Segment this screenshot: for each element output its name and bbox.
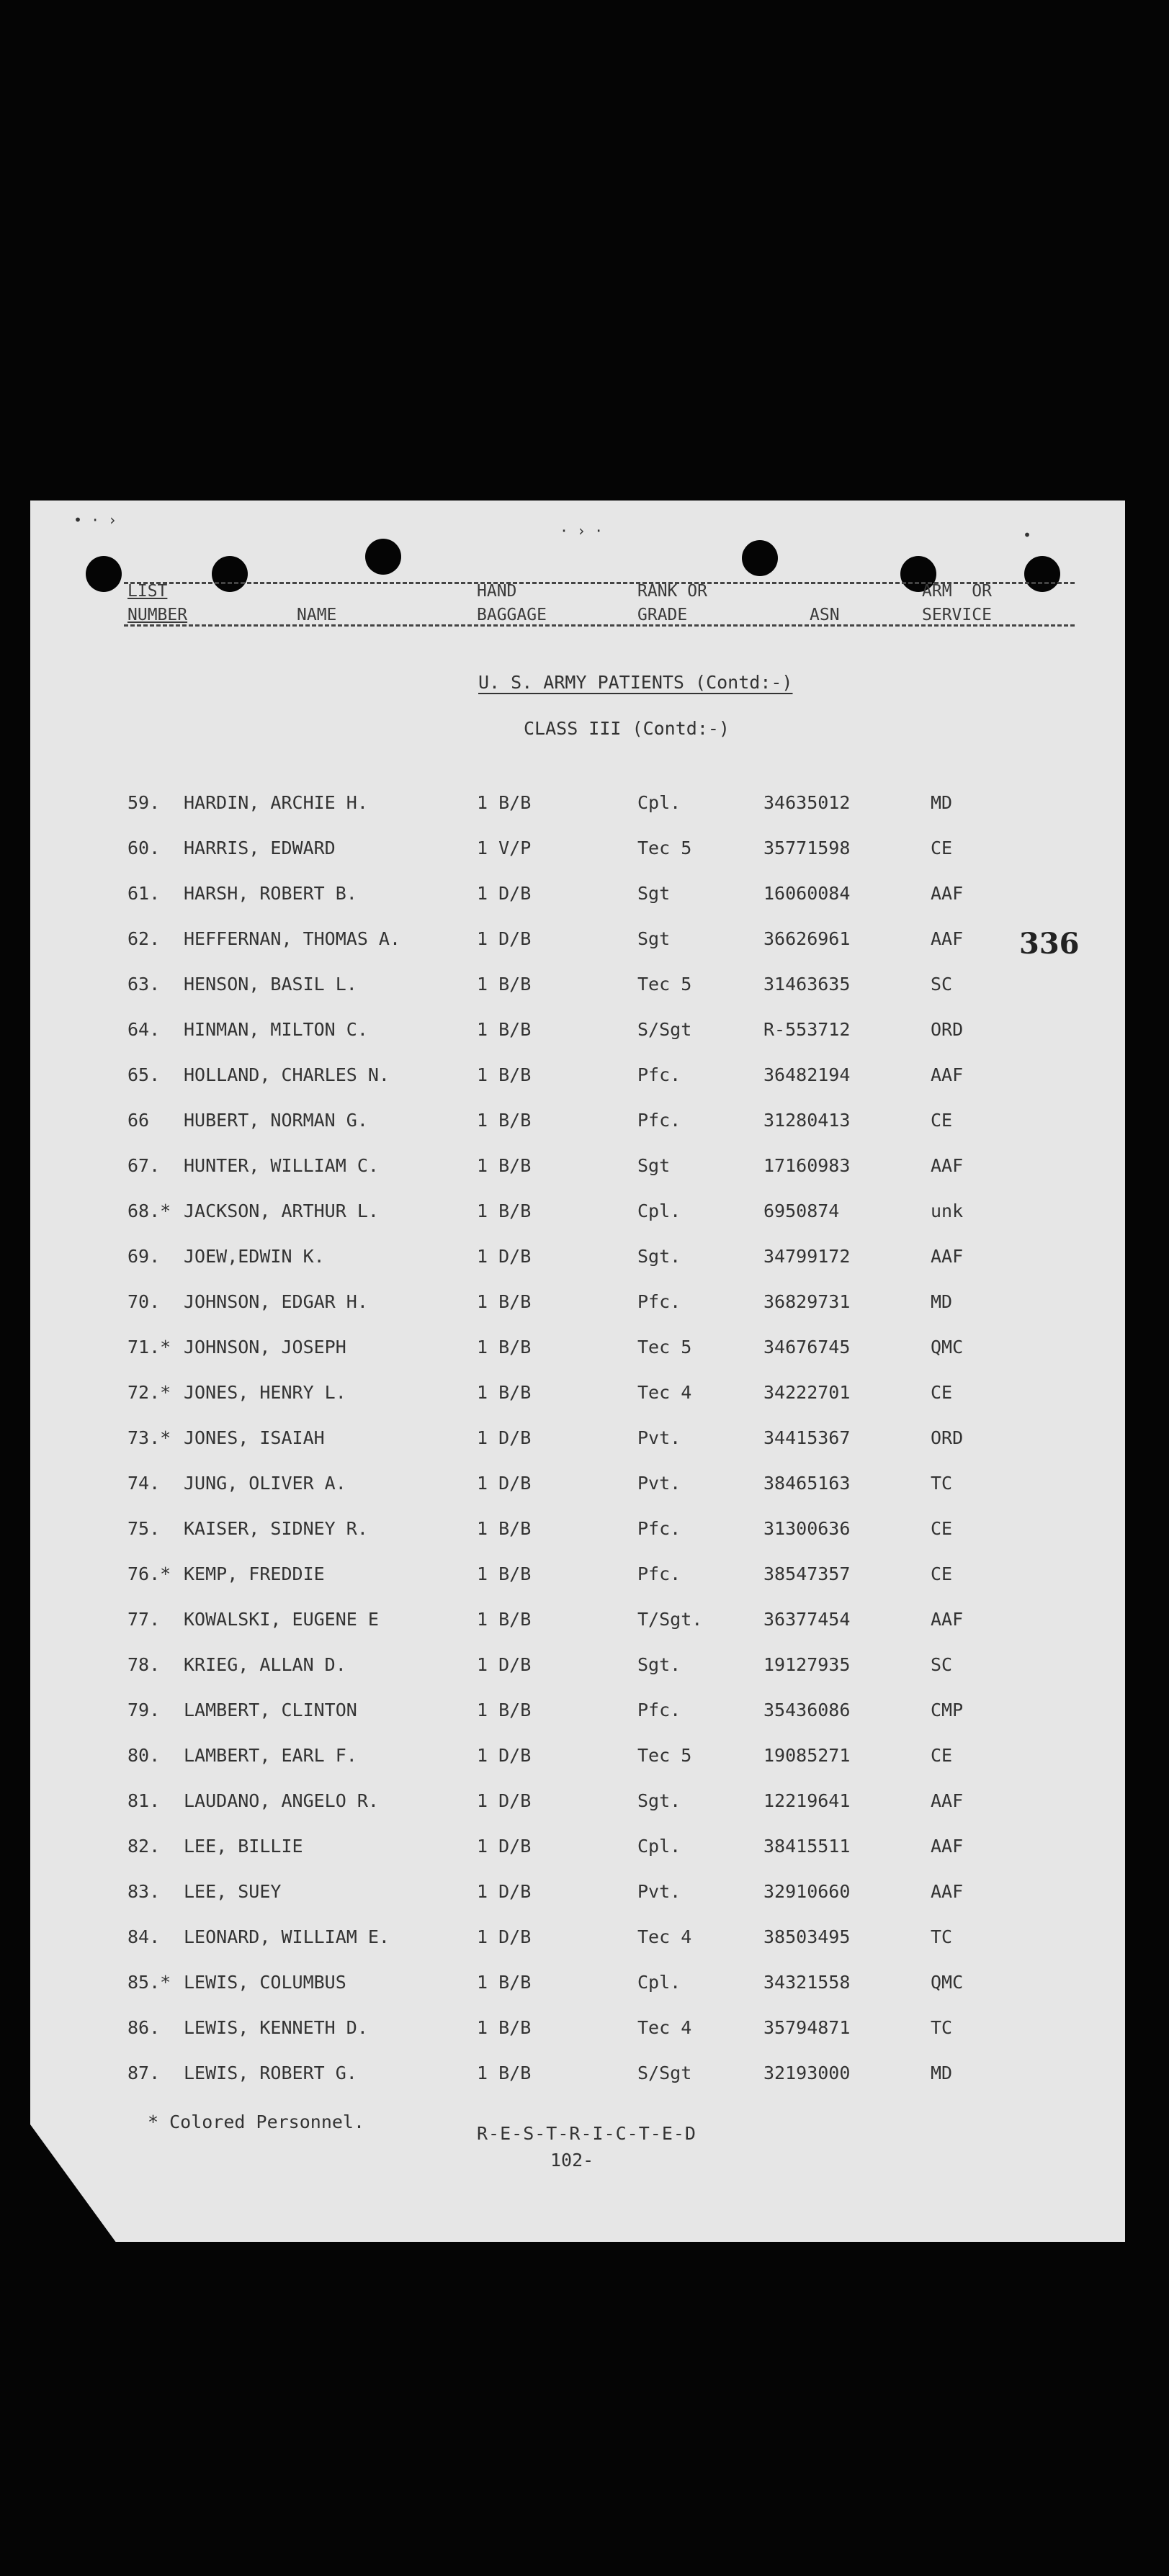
patient-name-cell: LEWIS, KENNETH D.	[184, 2017, 368, 2038]
rank-grade-cell: Sgt.	[637, 1246, 681, 1267]
rank-grade-cell: Sgt	[637, 1155, 671, 1176]
arm-service-cell: unk	[931, 1201, 964, 1221]
rank-grade-cell: Tec 5	[637, 838, 692, 858]
patient-name-cell: KAISER, SIDNEY R.	[184, 1518, 368, 1539]
table-row	[30, 1881, 1125, 1910]
rank-grade-cell: Pfc.	[637, 1110, 681, 1131]
arm-service-cell: ORD	[931, 1427, 964, 1448]
table-row	[30, 1155, 1125, 1184]
list-number-cell: 87.	[127, 2063, 161, 2083]
hand-baggage-cell: 1 B/B	[477, 1972, 532, 1993]
patient-name-cell: HEFFERNAN, THOMAS A.	[184, 928, 401, 949]
table-row	[30, 1972, 1125, 2001]
list-number-cell: 64.	[127, 1019, 161, 1040]
hand-baggage-cell: 1 D/B	[477, 1836, 532, 1857]
asn-cell: 31463635	[763, 974, 851, 995]
patient-name-cell: JOHNSON, JOSEPH	[184, 1337, 346, 1357]
table-row	[30, 1246, 1125, 1275]
arm-service-cell: AAF	[931, 1836, 964, 1857]
patient-name-cell: JONES, ISAIAH	[184, 1427, 325, 1448]
patient-name-cell: HUBERT, NORMAN G.	[184, 1110, 368, 1131]
rank-grade-cell: Sgt.	[637, 1790, 681, 1811]
hand-baggage-cell: 1 D/B	[477, 1427, 532, 1448]
patient-name-cell: LEWIS, ROBERT G.	[184, 2063, 357, 2083]
rank-grade-cell: Pfc.	[637, 1518, 681, 1539]
header-asn: ASN	[810, 606, 840, 624]
asn-cell: 32910660	[763, 1881, 851, 1902]
folio-number: 102-	[550, 2150, 594, 2171]
rank-grade-cell: T/Sgt.	[637, 1609, 703, 1630]
asn-cell: 35794871	[763, 2017, 851, 2038]
table-row	[30, 1836, 1125, 1864]
rank-grade-cell: Tec 4	[637, 1382, 692, 1403]
list-number-cell: 59.	[127, 792, 161, 813]
hand-baggage-cell: 1 B/B	[477, 1563, 532, 1584]
paper-marks: •	[1023, 526, 1032, 544]
patient-name-cell: HUNTER, WILLIAM C.	[184, 1155, 379, 1176]
list-number-cell: 78.	[127, 1654, 161, 1675]
table-row	[30, 974, 1125, 1002]
table-row	[30, 838, 1125, 866]
asn-cell: 34635012	[763, 792, 851, 813]
patient-name-cell: HARDIN, ARCHIE H.	[184, 792, 368, 813]
hand-baggage-cell: 1 B/B	[477, 1019, 532, 1040]
asn-cell: 38465163	[763, 1473, 851, 1494]
patient-name-cell: HARSH, ROBERT B.	[184, 883, 357, 904]
patient-name-cell: HENSON, BASIL L.	[184, 974, 357, 995]
list-number-cell: 79.	[127, 1700, 161, 1720]
arm-service-cell: AAF	[931, 1246, 964, 1267]
paper-marks: · › ·	[560, 522, 604, 539]
arm-service-cell: CE	[931, 1110, 953, 1131]
hand-baggage-cell: 1 D/B	[477, 1745, 532, 1766]
list-number-cell: 61.	[127, 883, 161, 904]
asn-cell: 35436086	[763, 1700, 851, 1720]
hand-baggage-cell: 1 D/B	[477, 1881, 532, 1902]
arm-service-cell: SC	[931, 974, 953, 995]
rank-grade-cell: Tec 5	[637, 1745, 692, 1766]
table-row	[30, 792, 1125, 821]
rank-grade-cell: Pvt.	[637, 1427, 681, 1448]
table-row	[30, 1790, 1125, 1819]
restricted-marking: R-E-S-T-R-I-C-T-E-D	[477, 2123, 697, 2144]
rank-grade-cell: Tec 5	[637, 1337, 692, 1357]
table-row	[30, 928, 1125, 957]
document-page	[30, 501, 1125, 2242]
rank-grade-cell: Tec 5	[637, 974, 692, 995]
section-title: U. S. ARMY PATIENTS (Contd:-)	[478, 672, 793, 693]
table-row	[30, 1427, 1125, 1456]
table-row	[30, 2063, 1125, 2091]
list-number-cell: 77.	[127, 1609, 161, 1630]
patient-name-cell: LAMBERT, EARL F.	[184, 1745, 357, 1766]
patient-name-cell: KEMP, FREDDIE	[184, 1563, 325, 1584]
rank-grade-cell: Pvt.	[637, 1881, 681, 1902]
asn-cell: 17160983	[763, 1155, 851, 1176]
hand-baggage-cell: 1 B/B	[477, 1337, 532, 1357]
hand-baggage-cell: 1 B/B	[477, 1609, 532, 1630]
arm-service-cell: QMC	[931, 1972, 964, 1993]
patient-name-cell: LAMBERT, CLINTON	[184, 1700, 357, 1720]
asn-cell: 34415367	[763, 1427, 851, 1448]
arm-service-cell: CE	[931, 1382, 953, 1403]
rank-grade-cell: Cpl.	[637, 1972, 681, 1993]
hand-baggage-cell: 1 D/B	[477, 883, 532, 904]
patient-name-cell: HOLLAND, CHARLES N.	[184, 1064, 390, 1085]
asn-cell: 36829731	[763, 1291, 851, 1312]
rank-grade-cell: Pvt.	[637, 1473, 681, 1494]
arm-service-cell: AAF	[931, 1609, 964, 1630]
rank-grade-cell: Tec 4	[637, 1926, 692, 1947]
asn-cell: 34222701	[763, 1382, 851, 1403]
hand-baggage-cell: 1 B/B	[477, 2017, 532, 2038]
list-number-cell: 71.*	[127, 1337, 171, 1357]
hand-baggage-cell: 1 D/B	[477, 1246, 532, 1267]
list-number-cell: 75.	[127, 1518, 161, 1539]
asn-cell: 31300636	[763, 1518, 851, 1539]
table-row	[30, 1926, 1125, 1955]
hand-baggage-cell: 1 D/B	[477, 1654, 532, 1675]
patient-name-cell: LEE, SUEY	[184, 1881, 282, 1902]
arm-service-cell: CE	[931, 1745, 953, 1766]
header-rule-bottom	[124, 624, 1075, 627]
list-number-cell: 73.*	[127, 1427, 171, 1448]
arm-service-cell: MD	[931, 1291, 953, 1312]
arm-service-cell: SC	[931, 1654, 953, 1675]
header-arm-or-service: ARM OR SERVICE	[922, 582, 992, 624]
hand-baggage-cell: 1 B/B	[477, 1518, 532, 1539]
patient-name-cell: JOEW,EDWIN K.	[184, 1246, 325, 1267]
asn-cell: 32193000	[763, 2063, 851, 2083]
table-row	[30, 1473, 1125, 1502]
hand-baggage-cell: 1 B/B	[477, 1155, 532, 1176]
rank-grade-cell: Cpl.	[637, 1201, 681, 1221]
arm-service-cell: TC	[931, 1473, 953, 1494]
list-number-cell: 63.	[127, 974, 161, 995]
table-row	[30, 1518, 1125, 1547]
rank-grade-cell: S/Sgt	[637, 2063, 692, 2083]
asn-cell: 36626961	[763, 928, 851, 949]
arm-service-cell: AAF	[931, 883, 964, 904]
list-number-cell: 72.*	[127, 1382, 171, 1403]
list-number-cell: 69.	[127, 1246, 161, 1267]
arm-service-cell: CE	[931, 1518, 953, 1539]
footnote: * Colored Personnel.	[148, 2111, 365, 2132]
list-number-cell: 60.	[127, 838, 161, 858]
table-row	[30, 1382, 1125, 1411]
list-number-cell: 84.	[127, 1926, 161, 1947]
asn-cell: R-553712	[763, 1019, 851, 1040]
hand-baggage-cell: 1 D/B	[477, 1473, 532, 1494]
rank-grade-cell: Sgt	[637, 883, 671, 904]
rank-grade-cell: Cpl.	[637, 1836, 681, 1857]
hand-baggage-cell: 1 D/B	[477, 1790, 532, 1811]
asn-cell: 19085271	[763, 1745, 851, 1766]
list-number-cell: 62.	[127, 928, 161, 949]
patient-name-cell: KRIEG, ALLAN D.	[184, 1654, 346, 1675]
patient-name-cell: JONES, HENRY L.	[184, 1382, 346, 1403]
asn-cell: 38503495	[763, 1926, 851, 1947]
hand-baggage-cell: 1 D/B	[477, 1926, 532, 1947]
arm-service-cell: QMC	[931, 1337, 964, 1357]
header-rank-or-grade: RANK OR GRADE	[637, 582, 707, 624]
table-row	[30, 1291, 1125, 1320]
header-list-number: LIST NUMBER	[127, 582, 188, 624]
arm-service-cell: TC	[931, 2017, 953, 2038]
paper-marks: • · ›	[73, 511, 117, 529]
arm-service-cell: MD	[931, 2063, 953, 2083]
asn-cell: 16060084	[763, 883, 851, 904]
table-row	[30, 1019, 1125, 1048]
arm-service-cell: AAF	[931, 928, 964, 949]
asn-cell: 31280413	[763, 1110, 851, 1131]
table-row	[30, 2017, 1125, 2046]
list-number-cell: 67.	[127, 1155, 161, 1176]
punch-hole	[212, 556, 248, 592]
list-number-cell: 80.	[127, 1745, 161, 1766]
table-row	[30, 1654, 1125, 1683]
hand-baggage-cell: 1 B/B	[477, 1291, 532, 1312]
table-row	[30, 1110, 1125, 1139]
patient-name-cell: LAUDANO, ANGELO R.	[184, 1790, 379, 1811]
arm-service-cell: AAF	[931, 1790, 964, 1811]
arm-service-cell: CE	[931, 838, 953, 858]
hand-baggage-cell: 1 D/B	[477, 928, 532, 949]
table-row	[30, 883, 1125, 912]
table-row	[30, 1563, 1125, 1592]
rank-grade-cell: Pfc.	[637, 1064, 681, 1085]
hand-baggage-cell: 1 B/B	[477, 1110, 532, 1131]
list-number-cell: 86.	[127, 2017, 161, 2038]
list-number-cell: 68.*	[127, 1201, 171, 1221]
stamped-page-number: 336	[1019, 927, 1080, 961]
list-number-cell: 76.*	[127, 1563, 171, 1584]
patient-name-cell: KOWALSKI, EUGENE E	[184, 1609, 379, 1630]
asn-cell: 6950874	[763, 1201, 840, 1221]
list-number-cell: 81.	[127, 1790, 161, 1811]
arm-service-cell: AAF	[931, 1064, 964, 1085]
page-corner-fold	[30, 2124, 117, 2242]
hand-baggage-cell: 1 B/B	[477, 1201, 532, 1221]
arm-service-cell: CMP	[931, 1700, 964, 1720]
rank-grade-cell: Pfc.	[637, 1700, 681, 1720]
asn-cell: 34321558	[763, 1972, 851, 1993]
arm-service-cell: AAF	[931, 1881, 964, 1902]
rank-grade-cell: Pfc.	[637, 1563, 681, 1584]
list-number-cell: 70.	[127, 1291, 161, 1312]
table-row	[30, 1337, 1125, 1365]
asn-cell: 36482194	[763, 1064, 851, 1085]
patient-name-cell: HARRIS, EDWARD	[184, 838, 336, 858]
punch-hole	[365, 539, 401, 575]
arm-service-cell: CE	[931, 1563, 953, 1584]
hand-baggage-cell: 1 B/B	[477, 1700, 532, 1720]
arm-service-cell: MD	[931, 792, 953, 813]
list-number-cell: 74.	[127, 1473, 161, 1494]
arm-service-cell: AAF	[931, 1155, 964, 1176]
punch-hole	[1024, 556, 1060, 592]
patient-name-cell: JOHNSON, EDGAR H.	[184, 1291, 368, 1312]
rank-grade-cell: Pfc.	[637, 1291, 681, 1312]
header-hand-baggage: HAND BAGGAGE	[477, 582, 547, 624]
hand-baggage-cell: 1 B/B	[477, 974, 532, 995]
table-row	[30, 1064, 1125, 1093]
rank-grade-cell: Sgt.	[637, 1654, 681, 1675]
patient-name-cell: JUNG, OLIVER A.	[184, 1473, 346, 1494]
table-row	[30, 1700, 1125, 1728]
rank-grade-cell: S/Sgt	[637, 1019, 692, 1040]
rank-grade-cell: Sgt	[637, 928, 671, 949]
list-number-cell: 65.	[127, 1064, 161, 1085]
asn-cell: 34676745	[763, 1337, 851, 1357]
list-number-cell: 66	[127, 1110, 150, 1131]
hand-baggage-cell: 1 B/B	[477, 1382, 532, 1403]
asn-cell: 38415511	[763, 1836, 851, 1857]
hand-baggage-cell: 1 V/P	[477, 838, 532, 858]
punch-hole	[86, 556, 122, 592]
header-name: NAME	[297, 606, 337, 624]
patient-name-cell: LEWIS, COLUMBUS	[184, 1972, 346, 1993]
hand-baggage-cell: 1 B/B	[477, 1064, 532, 1085]
patient-name-cell: LEONARD, WILLIAM E.	[184, 1926, 390, 1947]
table-row	[30, 1745, 1125, 1774]
hand-baggage-cell: 1 B/B	[477, 2063, 532, 2083]
patient-name-cell: HINMAN, MILTON C.	[184, 1019, 368, 1040]
list-number-cell: 85.*	[127, 1972, 171, 1993]
arm-service-cell: TC	[931, 1926, 953, 1947]
patient-name-cell: JACKSON, ARTHUR L.	[184, 1201, 379, 1221]
punch-hole	[742, 540, 778, 576]
asn-cell: 36377454	[763, 1609, 851, 1630]
patient-name-cell: LEE, BILLIE	[184, 1836, 303, 1857]
asn-cell: 19127935	[763, 1654, 851, 1675]
class-title: CLASS III (Contd:-)	[524, 718, 730, 739]
table-row	[30, 1201, 1125, 1229]
list-number-cell: 82.	[127, 1836, 161, 1857]
hand-baggage-cell: 1 B/B	[477, 792, 532, 813]
table-row	[30, 1609, 1125, 1638]
rank-grade-cell: Tec 4	[637, 2017, 692, 2038]
asn-cell: 12219641	[763, 1790, 851, 1811]
asn-cell: 35771598	[763, 838, 851, 858]
asn-cell: 34799172	[763, 1246, 851, 1267]
asn-cell: 38547357	[763, 1563, 851, 1584]
rank-grade-cell: Cpl.	[637, 792, 681, 813]
arm-service-cell: ORD	[931, 1019, 964, 1040]
list-number-cell: 83.	[127, 1881, 161, 1902]
